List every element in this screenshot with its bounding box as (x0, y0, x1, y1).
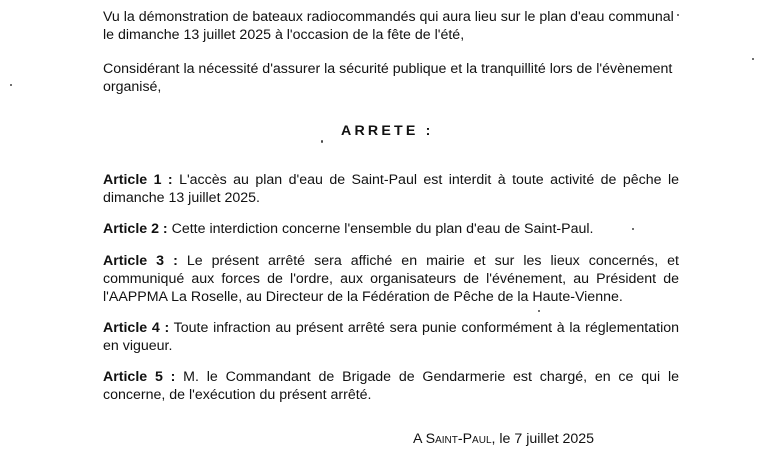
article-line (103, 252, 679, 270)
article-line: en vigueur. (103, 338, 173, 354)
article-label: Article 3 : (103, 253, 178, 269)
article-line (103, 171, 679, 189)
article-text: M. le Commandant de Brigade de Gendarmerie est chargé, en ce qui le (175, 369, 679, 385)
consideration-line: le dimanche 13 juillet 2025 à l'occasion de la fête de l'été, (103, 27, 465, 43)
article-label: Article 4 : (103, 320, 170, 336)
article-line: dimanche 13 juillet 2025. (103, 190, 260, 206)
article-3 (103, 252, 679, 306)
signature-place: Saint-Paul (425, 431, 492, 447)
scan-speck (677, 14, 679, 16)
article-line: l'AAPPMA La Roselle, au Directeur de la Fédération de Pêche de la Haute-Vienne. (103, 289, 623, 305)
article-text: Cette interdiction concerne l'ensemble du plan d'eau de Saint-Paul. (167, 221, 594, 237)
scan-speck (632, 228, 634, 230)
article-line: communiqué aux forces de l'ordre, aux organisateurs de l'événement, au Président de (103, 271, 679, 287)
consideration-line: Vu la démonstration de bateaux radiocommandés qui aura lieu sur le plan d'eau communal (103, 9, 674, 25)
signature-prefix: A (413, 431, 426, 447)
article-line: concerne, de l'exécution du présent arrêté. (103, 387, 372, 403)
article-5 (103, 368, 679, 404)
signature-date: , le 7 juillet 2025 (491, 431, 595, 447)
scan-speck (321, 140, 323, 143)
article-1 (103, 171, 679, 207)
article-label: Article 1 : (103, 172, 173, 188)
consideration-line: Considérant la nécessité d'assurer la sécurité publique et la tranquillité lors de l'évènement (103, 61, 673, 77)
article-text: Toute infraction au présent arrêté sera punie conformément à la réglementation (169, 320, 679, 336)
consideration-vu (103, 8, 679, 44)
consideration-line: organisé, (103, 79, 162, 95)
article-4 (103, 319, 679, 355)
article-line (103, 319, 679, 337)
article-text: Le présent arrêté sera affiché en mairie et sur les lieux concernés, et (177, 253, 679, 269)
signature-line (413, 430, 594, 448)
article-line (103, 368, 679, 386)
scan-speck (10, 84, 12, 86)
article-line (103, 220, 679, 238)
decree-title: ARRETE : (341, 123, 434, 139)
article-2 (103, 220, 679, 238)
article-text: L'accès au plan d'eau de Saint-Paul est interdit à toute activité de pêche le (172, 172, 679, 188)
article-label: Article 5 : (103, 369, 176, 385)
consideration-considerant (103, 60, 679, 96)
scan-speck (752, 58, 754, 60)
article-label: Article 2 : (103, 221, 168, 237)
scan-speck (538, 310, 540, 312)
